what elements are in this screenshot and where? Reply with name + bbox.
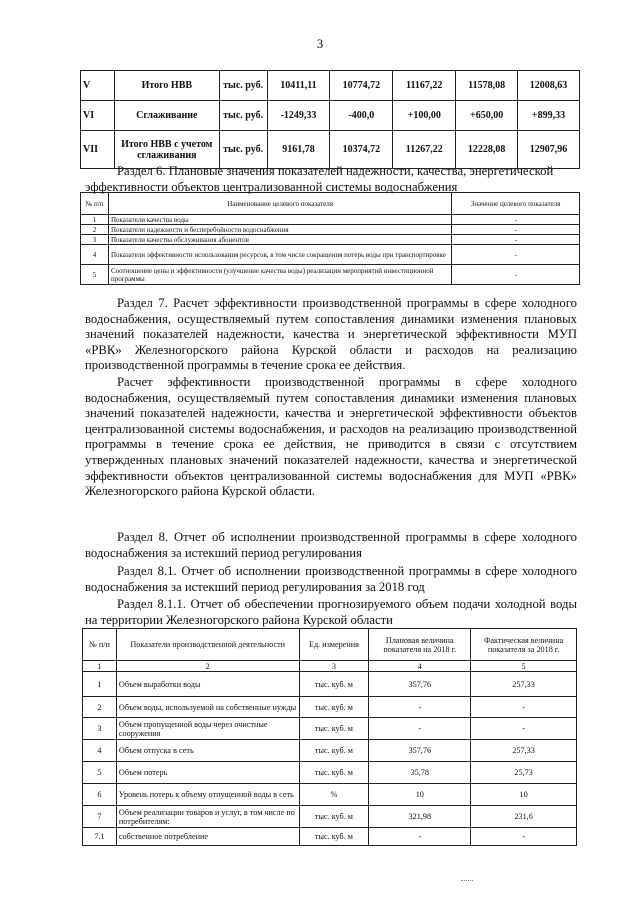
report-number: 6 bbox=[83, 784, 117, 806]
report-fact: 257,33 bbox=[471, 740, 577, 762]
row-value: +899,33 bbox=[518, 101, 580, 131]
section8-paragraph-1: Раздел 8. Отчет об исполнении производственной программы в сфере холодного водоснабжения за истекший период регулирования bbox=[85, 530, 577, 560]
header-name: Наименование целевого показателя bbox=[108, 193, 451, 215]
header-value: Значение целевого показателя bbox=[452, 193, 580, 215]
indicator-name: Показатели качества обслуживания абонентов bbox=[108, 235, 451, 245]
indicator-name: Показатели эффективности использования ресурсов, в том числе сокращения потерь воды при транспортировке bbox=[108, 245, 451, 265]
indicator-row bbox=[81, 265, 580, 285]
report-fact: - bbox=[471, 718, 577, 740]
header-plan: Плановая величина показателя на 2018 г. bbox=[369, 629, 471, 661]
row-value: 11167,22 bbox=[393, 71, 456, 101]
row-value: 9161,78 bbox=[267, 131, 330, 169]
report-row bbox=[83, 828, 577, 846]
row-value: +100,00 bbox=[393, 101, 456, 131]
report-fact: 231,6 bbox=[471, 806, 577, 828]
report-row bbox=[83, 806, 577, 828]
page-number: 3 bbox=[316, 36, 324, 51]
section7-paragraph-1: Раздел 7. Расчет эффективности производственной программы в сфере холодного водоснабжения, осуществляемый путем сопоставления динамики изменения плановых значений показателей надежности, качества и энергетической эффективности МУП «РВК» Железногорского района Курской области и расходов на реализацию производственной программы в течение срока ее действия. bbox=[85, 296, 577, 373]
indicator-row bbox=[81, 235, 580, 245]
col-number: 4 bbox=[369, 661, 471, 672]
report-indicator: Объем пропущенной воды через очистные сооружения bbox=[116, 718, 299, 740]
indicator-number: 3 bbox=[81, 235, 109, 245]
report-fact: - bbox=[471, 697, 577, 718]
report-unit: тыс. куб. м bbox=[299, 762, 369, 784]
production-report-table bbox=[82, 628, 577, 846]
col-number: 3 bbox=[299, 661, 369, 672]
report-indicator: Объем потерь bbox=[116, 762, 299, 784]
report-indicator: Уровень потерь к объему отпущенной воды в сеть bbox=[116, 784, 299, 806]
row-number: VI bbox=[81, 101, 115, 131]
row-value: 12228,08 bbox=[456, 131, 518, 169]
indicator-number: 5 bbox=[81, 265, 109, 285]
row-value: 10411,11 bbox=[267, 71, 330, 101]
report-number: 2 bbox=[83, 697, 117, 718]
report-plan: - bbox=[369, 828, 471, 846]
header-num: № п/п bbox=[83, 629, 117, 661]
row-value: 10374,72 bbox=[330, 131, 393, 169]
indicator-name: Соотношение цены и эффективности (улучшение качества воды) реализации мероприятий инвестиционной программы bbox=[108, 265, 451, 285]
row-unit: тыс. руб. bbox=[219, 131, 267, 169]
report-row bbox=[83, 740, 577, 762]
col-number: 5 bbox=[471, 661, 577, 672]
report-plan: 35,78 bbox=[369, 762, 471, 784]
row-value: 12907,96 bbox=[518, 131, 580, 169]
row-number: VII bbox=[81, 131, 115, 169]
report-plan: 10 bbox=[369, 784, 471, 806]
report-row bbox=[83, 672, 577, 697]
report-row bbox=[83, 784, 577, 806]
indicator-name: Показатели качества воды bbox=[108, 215, 451, 225]
report-indicator: Объем реализации товаров и услуг, в том числе по потребителям: bbox=[116, 806, 299, 828]
header-unit: Ед. измерения bbox=[299, 629, 369, 661]
report-plan: 357,76 bbox=[369, 740, 471, 762]
row-label: Сглаживание bbox=[114, 101, 219, 131]
row-unit: тыс. руб. bbox=[219, 71, 267, 101]
row-value: 12008,63 bbox=[518, 71, 580, 101]
indicator-name: Показатели надежности и бесперебойности водоснабжения bbox=[108, 225, 451, 235]
row-unit: тыс. руб. bbox=[219, 101, 267, 131]
report-number: 3 bbox=[83, 718, 117, 740]
section7-paragraph-2: Расчет эффективности производственной программы в сфере холодного водоснабжения, осуществляемый путем сопоставления динамики изменения плановых значений показателей надежности, качества и энергетической эффективности объектов централизованной системы водоснабжения, и расходов на реализацию производственной программы в течение срока ее действия, не приводится в связи с отсутствием утвержденных плановых значений показателей надежности, качества и энергетической эффективности объектов централизованной системы водоснабжения для МУП «РВК» Железногорского района Курской области. bbox=[85, 375, 577, 499]
report-number: 4 bbox=[83, 740, 117, 762]
header-indicator: Показатели производственной деятельности bbox=[116, 629, 299, 661]
report-indicator: собственное потребление bbox=[116, 828, 299, 846]
header-fact: Фактическая величина показателя за 2018 г. bbox=[471, 629, 577, 661]
nvv-summary-table bbox=[80, 70, 580, 169]
report-fact: 10 bbox=[471, 784, 577, 806]
row-value: -400,0 bbox=[330, 101, 393, 131]
col-number: 1 bbox=[83, 661, 117, 672]
report-number: 1 bbox=[83, 672, 117, 697]
section8-paragraph-3: Раздел 8.1.1. Отчет об обеспечении прогнозируемого объем подачи холодной воды на территории Железногорского района Курской области bbox=[85, 597, 577, 627]
target-indicators-table bbox=[80, 192, 580, 285]
report-plan: - bbox=[369, 697, 471, 718]
report-indicator: Объем отпуска в сеть bbox=[116, 740, 299, 762]
report-unit: % bbox=[299, 784, 369, 806]
col-number: 2 bbox=[116, 661, 299, 672]
header-num: № п/п bbox=[81, 193, 109, 215]
report-unit: тыс. куб. м bbox=[299, 806, 369, 828]
row-label: Итого НВВ с учетом сглаживания bbox=[114, 131, 219, 169]
indicator-value: - bbox=[452, 245, 580, 265]
scan-mark bbox=[461, 880, 473, 882]
report-indicator: Объем выработки воды bbox=[116, 672, 299, 697]
row-value: +650,00 bbox=[456, 101, 518, 131]
row-value: 11267,22 bbox=[393, 131, 456, 169]
indicator-row bbox=[81, 245, 580, 265]
report-fact: - bbox=[471, 828, 577, 846]
row-number: V bbox=[81, 71, 115, 101]
nvv-row bbox=[81, 131, 580, 169]
indicator-value: - bbox=[452, 215, 580, 225]
indicator-value: - bbox=[452, 225, 580, 235]
report-number: 5 bbox=[83, 762, 117, 784]
indicator-row bbox=[81, 215, 580, 225]
report-unit: тыс. куб. м bbox=[299, 828, 369, 846]
report-indicator: Объем воды, используемой на собственные нужды bbox=[116, 697, 299, 718]
row-value: 10774,72 bbox=[330, 71, 393, 101]
report-unit: тыс. куб. м bbox=[299, 740, 369, 762]
section8-paragraph-2: Раздел 8.1. Отчет об исполнении производственной программы в сфере холодного водоснабжения за истекший период регулирования за 2018 год bbox=[85, 564, 577, 594]
nvv-row bbox=[81, 71, 580, 101]
row-value: 11578,08 bbox=[456, 71, 518, 101]
indicator-number: 2 bbox=[81, 225, 109, 235]
report-row bbox=[83, 762, 577, 784]
report-unit: тыс. куб. м bbox=[299, 718, 369, 740]
row-value: -1249,33 bbox=[267, 101, 330, 131]
indicator-value: - bbox=[452, 235, 580, 245]
report-unit: тыс. куб. м bbox=[299, 697, 369, 718]
indicator-number: 4 bbox=[81, 245, 109, 265]
report-row bbox=[83, 697, 577, 718]
report-number: 7 bbox=[83, 806, 117, 828]
section6-title: Раздел 6. Плановые значения показателей надежности, качества, энергетической эффективности объектов централизованной системы водоснабжения bbox=[85, 164, 554, 194]
report-plan: 357,76 bbox=[369, 672, 471, 697]
report-plan: - bbox=[369, 718, 471, 740]
indicator-value: - bbox=[452, 265, 580, 285]
report-fact: 257,33 bbox=[471, 672, 577, 697]
report-plan: 321,98 bbox=[369, 806, 471, 828]
indicator-row bbox=[81, 225, 580, 235]
report-number: 7.1 bbox=[83, 828, 117, 846]
report-row bbox=[83, 718, 577, 740]
nvv-row bbox=[81, 101, 580, 131]
report-fact: 25,73 bbox=[471, 762, 577, 784]
report-unit: тыс. куб. м bbox=[299, 672, 369, 697]
indicator-number: 1 bbox=[81, 215, 109, 225]
row-label: Итого НВВ bbox=[114, 71, 219, 101]
